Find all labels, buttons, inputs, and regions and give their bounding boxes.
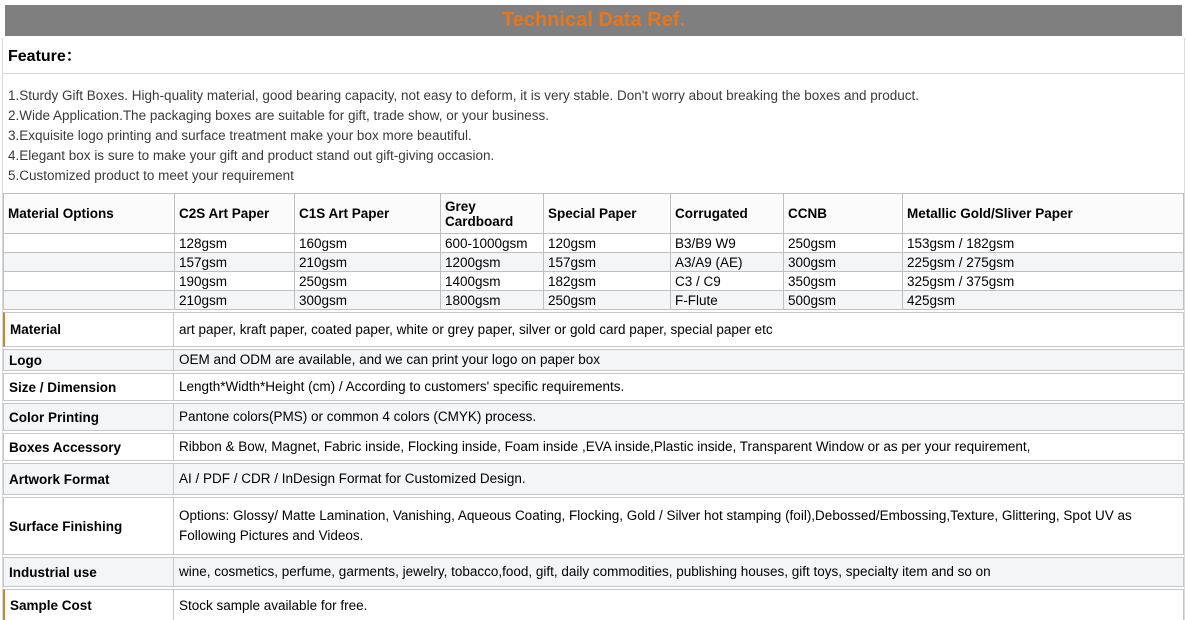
page-title: Technical Data Ref. [501,9,686,31]
spec-label: Material [5,313,174,346]
table-row [4,234,1184,253]
spec-row-logo [3,349,1184,371]
cell [4,234,175,253]
cell: F-Flute [671,291,784,310]
cell: 250gsm [544,291,671,310]
column-header: Material Options [4,194,175,234]
spec-label: Surface Finishing [4,498,174,554]
spec-row-surface-finishing [3,497,1184,555]
cell: 425gsm [903,291,1184,310]
cell: 160gsm [295,234,441,253]
cell: 1200gsm [441,253,544,272]
spec-label: Artwork Format [4,464,174,494]
cell: C3 / C9 [671,272,784,291]
column-header: Special Paper [544,194,671,234]
cell: 300gsm [784,253,903,272]
spec-label: Boxes Accessory [4,434,174,460]
spec-label: Size / Dimension [4,374,174,400]
table-row [4,291,1184,310]
cell: 250gsm [784,234,903,253]
spec-row-artwork-format [3,463,1184,495]
table-row [4,272,1184,291]
cell [4,253,175,272]
cell [4,272,175,291]
cell: B3/B9 W9 [671,234,784,253]
column-header: Metallic Gold/Sliver Paper [903,194,1184,234]
cell: 182gsm [544,272,671,291]
cell: 250gsm [295,272,441,291]
cell: 300gsm [295,291,441,310]
content-area [2,38,1185,620]
cell: 153gsm / 182gsm [903,234,1184,253]
feature-item: 3.Exquisite logo printing and surface treatment make your box more beautiful. [8,128,472,143]
cell: A3/A9 (AE) [671,253,784,272]
table-header-row [4,194,1184,234]
feature-item: 5.Customized product to meet your requirement [8,168,294,183]
spec-value: wine, cosmetics, perfume, garments, jewelry, tobacco,food, gift, daily commodities, publishing houses, gift toys, specialty item and so on [179,564,991,579]
spec-value: AI / PDF / CDR / InDesign Format for Customized Design. [179,471,526,486]
cell: 120gsm [544,234,671,253]
feature-list [3,74,1184,190]
spec-row-material [3,312,1184,347]
column-header: Grey Cardboard [441,194,544,234]
cell: 128gsm [175,234,295,253]
feature-item: 1.Sturdy Gift Boxes. High-quality material, good bearing capacity, not easy to deform, it is very stable. Don't worry about breaking the boxes and product. [8,88,920,103]
feature-heading: Feature： [3,38,1184,74]
cell: 157gsm [175,253,295,272]
spec-value: Pantone colors(PMS) or common 4 colors (CMYK) process. [179,409,537,424]
cell: 190gsm [175,272,295,291]
spec-label: Sample Cost [5,590,174,620]
material-options-table [3,193,1184,310]
feature-item: 4.Elegant box is sure to make your gift and product stand out gift-giving occasion. [8,148,495,163]
spec-value: art paper, kraft paper, coated paper, white or grey paper, silver or gold card paper, special paper etc [179,321,773,337]
cell: 210gsm [295,253,441,272]
spec-row-boxes-accessory [3,433,1184,461]
spec-value: Length*Width*Height (cm) / According to customers' specific requirements. [179,379,625,394]
feature-item: 2.Wide Application.The packaging boxes are suitable for gift, trade show, or your business. [8,108,550,123]
cell: 325gsm / 375gsm [903,272,1184,291]
cell: 210gsm [175,291,295,310]
spec-row-size-dimension [3,373,1184,401]
title-bar [5,5,1182,36]
cell: 1400gsm [441,272,544,291]
spec-row-sample-cost [3,589,1184,620]
spec-value: Stock sample available for free. [179,597,368,613]
column-header: C2S Art Paper [175,194,295,234]
cell: 500gsm [784,291,903,310]
cell [4,291,175,310]
cell: 350gsm [784,272,903,291]
spec-row-industrial-use [3,557,1184,587]
cell: 1800gsm [441,291,544,310]
column-header: CCNB [784,194,903,234]
cell: 225gsm / 275gsm [903,253,1184,272]
spec-value: Options: Glossy/ Matte Lamination, Vanishing, Aqueous Coating, Flocking, Gold / Silver hot stamping (foil),Debossed/Embossing,Texture, Glittering, Spot UV as Following Pictures and Videos. [179,508,1132,543]
cell: 157gsm [544,253,671,272]
spec-row-color-printing [3,403,1184,431]
spec-label: Color Printing [4,404,174,430]
column-header: C1S Art Paper [295,194,441,234]
cell: 600-1000gsm [441,234,544,253]
spec-table [3,312,1184,620]
spec-value: OEM and ODM are available, and we can print your logo on paper box [179,352,600,367]
spec-label: Industrial use [4,558,174,586]
spec-label: Logo [4,350,174,370]
column-header: Corrugated [671,194,784,234]
spec-value: Ribbon & Bow, Magnet, Fabric inside, Flocking inside, Foam inside ,EVA inside,Plastic inside, Transparent Window or as per your requirement, [179,439,1031,454]
table-row [4,253,1184,272]
